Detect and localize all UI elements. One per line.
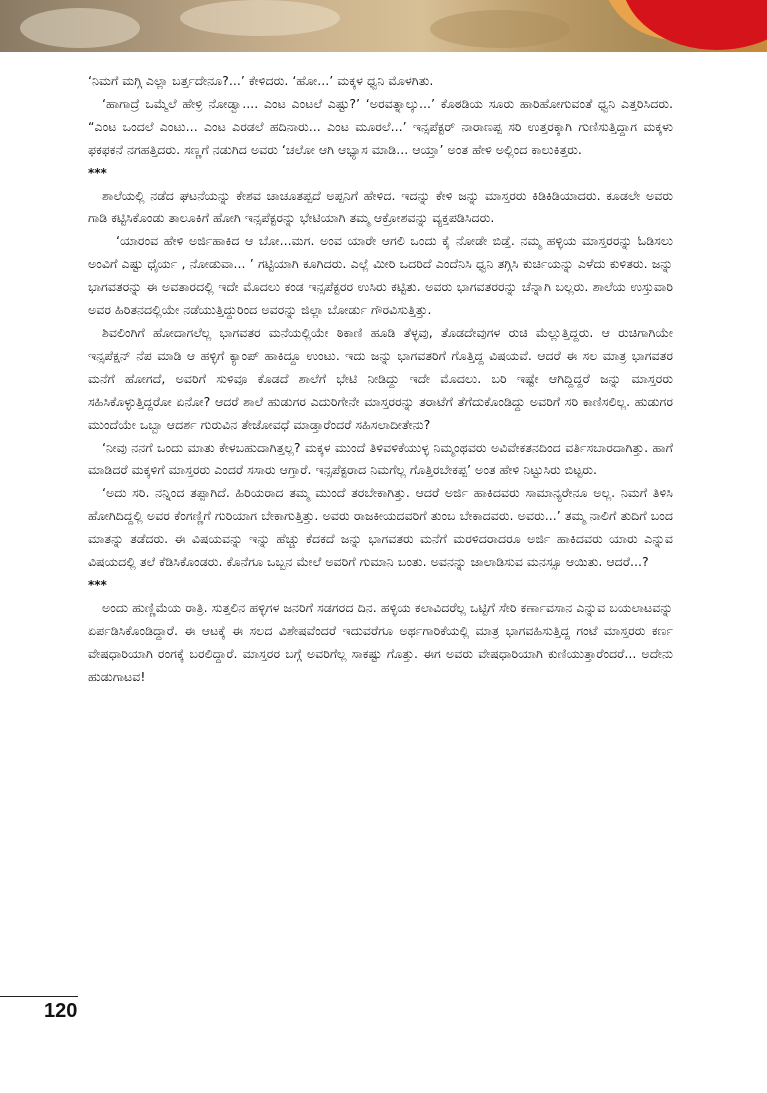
paragraph: ‘ನೀವು ನನಗೆ ಒಂದು ಮಾತು ಕೇಳಬಹುದಾಗಿತ್ತಲ್ಲ? ಮಕ್ಕಳ ಮುಂದೆ ತಿಳಿವಳಿಕೆಯುಳ್ಳ ನಿಮ್ಮಂಥವರು ಅವಿವೇಕತನದಿಂದ ವರ್ತಿಸಬಾರದಾಗಿತ್ತು. ಹಾಗೆ ಮಾಡಿದರೆ ಮಕ್ಕಳಿಗೆ ಮಾಸ್ತರರು ಎಂದರೆ ಸಸಾರು ಆಗ್ತಾರೆ. ಇನ್ಸಪೆಕ್ಟರಾದ ನಿಮಗೆಲ್ಲ ಗೊತ್ತಿರಬೇಕಪ್ಪ’ ಅಂತ ಹೇಳಿ ನಿಟ್ಟುಸಿರು ಬಿಟ್ಟರು. xyxy=(88,439,673,478)
banner-red-swoosh xyxy=(622,0,767,50)
page-number: 120 xyxy=(44,1000,78,1022)
paragraph: ‘ಯಾರಂವ ಹೇಳಿ ಅರ್ಜಿಹಾಕಿದ ಆ ಬೋ...ಮಗ. ಅಂವ ಯಾರೇ ಆಗಲಿ ಒಂದು ಕೈ ನೋಡೇ ಬಿಡ್ತೆ. ನಮ್ಮ ಹಳ್ಳಿಯ ಮಾಸ್ತರರನ್ನು ಓಡಿಸಲು ಅಂವಿಗೆ ಎಷ್ಟು ಧೈರ್ಯ , ನೋಡುವಾ... ’ ಗಟ್ಟಿಯಾಗಿ ಕೂಗಿದರು. ಎಲ್ಲೆ ಮೀರಿ ಒದರಿದೆ ಎಂದೆನಿಸಿ ಧ್ವನಿ ತಗ್ಗಿಸಿ ಕುರ್ಚಿಯನ್ನು ಎಳೆದು ಕುಳಿತರು. ಜನ್ನು ಭಾಗವತರನ್ನು ಈ ಅವತಾರದಲ್ಲಿ ಇದೇ ಮೊದಲು ಕಂಡ ಇನ್ಸಪೆಕ್ಟರರ ಉಸಿರು ಕಟ್ಟಿತು. ಅವರು ಭಾಗವತರರನ್ನು ಚೆನ್ನಾಗಿ ಬಲ್ಲರು. ಶಾಲೆಯ ಉಸ್ತುವಾರಿ ಅವರ ಹಿರಿತನದಲ್ಲಿಯೇ ನಡೆಯುತ್ತಿದ್ದುರಿಂದ ಅವರನ್ನು ಜಿಲ್ಲಾ ಬೋರ್ಡು ಗೌರವಿಸುತ್ತಿತ್ತು. xyxy=(88,233,673,318)
section-separator: *** xyxy=(88,577,107,592)
article-body xyxy=(88,70,673,688)
footer-rule xyxy=(0,996,78,997)
paragraph: ಶಿವಲಿಂಗಿಗೆ ಹೋದಾಗಲೆಲ್ಲ ಭಾಗವತರ ಮನೆಯಲ್ಲಿಯೇ ಠಿಕಾಣಿ ಹೂಡಿ ತೆಳ್ಳವು, ತೊಡದೇವುಗಳ ರುಚಿ ಮೆಲ್ಲುತ್ತಿದ್ದರು. ಆ ರುಚಿಗಾಗಿಯೇ ಇನ್ಸಪೆಕ್ಷನ್ ನೆಪ ಮಾಡಿ ಆ ಹಳ್ಳಿಗೆ ಕ್ಯಾಂಪ್ ಹಾಕಿದ್ದೂ ಉಂಟು. ಇದು ಜನ್ನು ಭಾಗವತರಿಗೆ ಗೊತ್ತಿದ್ದ ವಿಷಯವೆ. ಆದರೆ ಈ ಸಲ ಮಾತ್ರ ಭಾಗವತರ ಮನೆಗೆ ಹೋಗದೆ, ಅವರಿಗೆ ಸುಳಿವೂ ಕೊಡದೆ ಶಾಲೆಗೆ ಭೇಟಿ ನೀಡಿದ್ದು ಇದೇ ಮೊದಲು. ಬರಿ ಇಷ್ಟೇ ಆಗಿದ್ದಿದ್ದರೆ ಜನ್ನು ಮಾಸ್ತರರು ಸಹಿಸಿಕೊಳ್ಳುತ್ತಿದ್ದರೋ ಏನೋ? ಆದರೆ ಶಾಲೆ ಹುಡುಗರ ಎದುರಿಗೇನೇ ಮಾಸ್ತರರನ್ನು ತರಾಟೆಗೆ ತೆಗೆದುಕೊಂಡಿದ್ದು ಅವರಿಗೆ ಸರಿ ಕಾಣಿಸಲಿಲ್ಲ. ಹುಡುಗರ ಮುಂದೆಯೇ ಒಬ್ಬಾ ಆದರ್ಶ ಗುರುವಿನ ತೇಜೋವಧೆ ಮಾಡ್ತಾರೆಂದರೆ ಸಹಿಸಲಾದೀತೇನು? xyxy=(88,324,673,432)
paragraph: ‘ನಿಮಗೆ ಮಗ್ಗಿ ಎಲ್ಲಾ ಬರ್ತ್ತದೇನೂ?...’ ಕೇಳಿದರು. ‘ಹೋ...’ ಮಕ್ಕಳ ಧ್ವನಿ ಮೊಳಗಿತು. xyxy=(88,73,434,88)
banner-texture xyxy=(180,0,340,36)
paragraph: ‘ಹಾಗಾದ್ರೆ ಒಮ್ಮೆಲೆ ಹೇಳ್ರಿ ನೋಡ್ವಾ.... ಎಂಟ ಎಂಟಲೆ ಎಷ್ಟು?’ ‘ಅರವತ್ನಾಲ್ಕು...’ ಕೊಠಡಿಯ ಸೂರು ಹಾರಿಹೋಗುವಂತೆ ಧ್ವನಿ ಎತ್ತರಿಸಿದರು. “ಎಂಟ ಒಂದಲೆ ಎಂಟು... ಎಂಟ ಎರಡಲೆ ಹದಿನಾರು... ಎಂಟ ಮೂರಲೆ...’ ಇನ್ಸಪೆಕ್ಟರ್ ನಾರಾಣಪ್ಪ ಸರಿ ಉತ್ತರಕ್ಕಾಗಿ ಗುಣಿಸುತ್ತಿದ್ದಾಗ ಮಕ್ಕಳು ಫಕಫಕನೆ ನಗಹತ್ತಿದರು. ಸಣ್ಣಗೆ ನಡುಗಿದ ಅವರು ‘ಚಲೋ ಆಗಿ ಆಭ್ಯಾಸ ಮಾಡಿ... ಆಯ್ತಾ’ ಅಂತ ಹೇಳಿ ಅಲ್ಲಿಂದ ಕಾಲುಕಿತ್ತರು. xyxy=(88,95,673,157)
section-separator: *** xyxy=(88,165,107,180)
header-banner-image xyxy=(0,0,767,52)
paragraph: ‘ಅದು ಸರಿ. ನನ್ನಿಂದ ತಪ್ಪಾಗಿದೆ. ಹಿರಿಯರಾದ ತಮ್ಮ ಮುಂದೆ ತರಬೇಕಾಗಿತ್ತು. ಆದರೆ ಅರ್ಜಿ ಹಾಕಿದವರು ಸಾಮಾನ್ಯರೇನೂ ಅಲ್ಲ. ನಿಮಗೆ ತಿಳಿಸಿ ಹೋಗಿದಿದ್ದಲ್ಲಿ ಅವರ ಕೆಂಗಣ್ಣಿಗೆ ಗುರಿಯಾಗ ಬೇಕಾಗುತ್ತಿತ್ತು. ಅವರು ರಾಜಕೀಯದವರಿಗೆ ತುಂಬ ಬೇಕಾದವರು. ಅವರು...’ ತಮ್ಮ ನಾಲಿಗೆ ತುದಿಗೆ ಬಂದ ಮಾತನ್ನು ತಡೆದರು. ಈ ವಿಷಯವನ್ನು ಇನ್ನು ಹೆಚ್ಚು ಕೆದಕದೆ ಜನ್ನು ಭಾಗವತರು ಮನೆಗೆ ಮರಳಿದರಾದರೂ ಅರ್ಜಿ ಹಾಕಿದವರು ಯಾರು ಎನ್ನುವ ವಿಷಯದಲ್ಲಿ ತಲೆ ಕೆಡಿಸಿಕೊಂಡರು. ಕೊನೆಗೂ ಒಬ್ಬನ ಮೇಲೆ ಅವರಿಗೆ ಗುಮಾನಿ ಬಂತು. ಅವನನ್ನು ಜಾಲಾಡಿಸುವ ಮನಸ್ಸೂ ಆಯಿತು. ಆದರೆ...? xyxy=(88,485,673,570)
paragraph: ಅಂದು ಹುಣ್ಣಿಮೆಯ ರಾತ್ರಿ. ಸುತ್ತಲಿನ ಹಳ್ಳಿಗಳ ಜನರಿಗೆ ಸಡಗರದ ದಿನ. ಹಳ್ಳಿಯ ಕಲಾವಿದರೆಲ್ಲ ಒಟ್ಟಿಗೆ ಸೇರಿ ಕರ್ಣಾವಸಾನ ಎನ್ನುವ ಬಯಲಾಟವನ್ನು ಏರ್ಪಡಿಸಿಕೊಂಡಿದ್ದಾರೆ. ಈ ಆಟಕ್ಕೆ ಈ ಸಲದ ವಿಶೇಷವೆಂದರೆ ಇದುವರೆಗೂ ಅರ್ಥಗಾರಿಕೆಯಲ್ಲಿ ಮಾತ್ರ ಭಾಗವಹಿಸುತ್ತಿದ್ದ ಗಂಟೆ ಮಾಸ್ತರರು ಕರ್ಣ ವೇಷಧಾರಿಯಾಗಿ ರಂಗಕ್ಕೆ ಬರಲಿದ್ದಾರೆ. ಮಾಸ್ತರರ ಬಗ್ಗೆ ಅವರಿಗೆಲ್ಲ ಸಾಕಷ್ಟು ಗೊತ್ತು. ಈಗ ಅವರು ವೇಷಧಾರಿಯಾಗಿ ಕುಣಿಯುತ್ತಾರೆಂದರೆ... ಅದೇನು ಹುಡುಗಾಟವ! xyxy=(88,599,673,684)
paragraph: ಶಾಲೆಯಲ್ಲಿ ನಡೆದ ಘಟನೆಯನ್ನು ಕೇಶವ ಚಾಚೂತಪ್ಪದೆ ಅಪ್ಪನಿಗೆ ಹೇಳಿದ. ಇದನ್ನು ಕೇಳಿ ಜನ್ನು ಮಾಸ್ತರರು ಕಿಡಿಕಿಡಿಯಾದರು. ಕೂಡಲೇ ಅವರು ಗಾಡಿ ಕಟ್ಟಿಸಿಕೊಂಡು ತಾಲೂಕಿಗೆ ಹೋಗಿ ಇನ್ಸಪೆಕ್ಟರನ್ನು ಭೇಟಿಯಾಗಿ ತಮ್ಮ ಆಕ್ರೋಶವನ್ನು ವ್ಯಕ್ತಪಡಿಸಿದರು. xyxy=(88,187,673,226)
banner-texture xyxy=(20,8,140,48)
banner-texture xyxy=(430,10,570,48)
